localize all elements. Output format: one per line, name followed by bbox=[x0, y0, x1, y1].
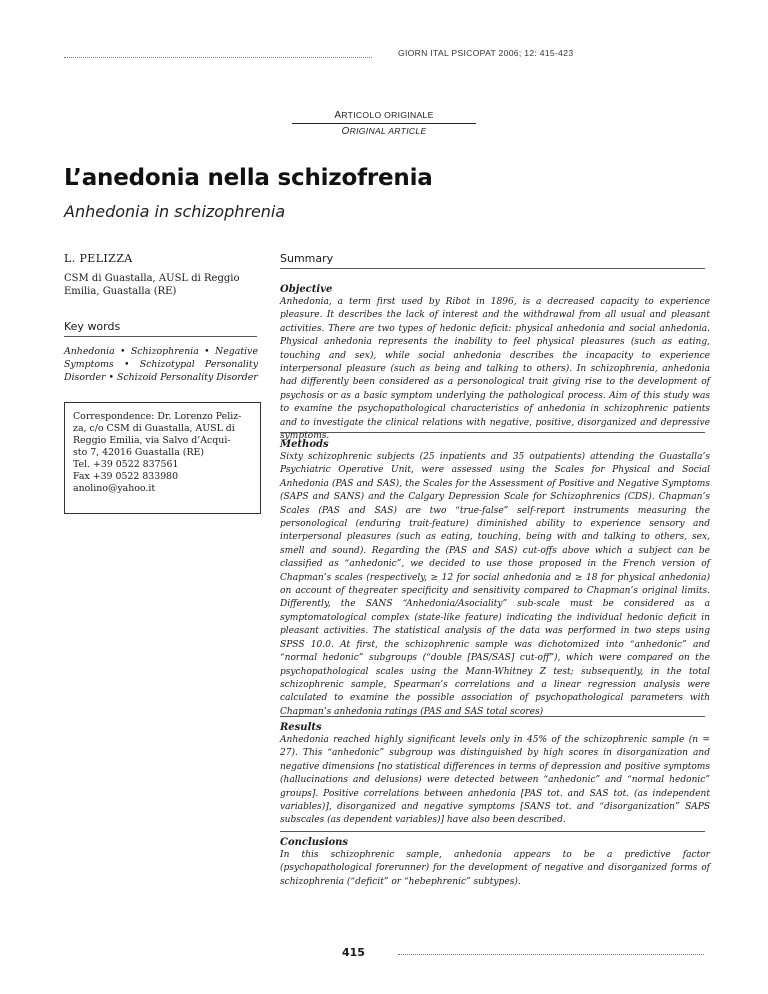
objective-text: Anhedonia, a term first used by Ribot in 1896, is a decreased capacity to experience pleasure. It describes the lack of interest and the withdrawal from all usual and pleasant activities. There are two types of hedonic deficit: physical anhedonia and social anhedonia. Physical anhedonia represents the inability to feel physical pleasures (such as eating, touching and sex), while social anhedonia describes the incapacity to experience interpersonal pleasure (such as being and talking to others). In schizophrenia, anhedonia had differently been considered as a personological trait giving rise to the development of psychosis or as a basic symptom underlying the pathological process. Aim of this study was to examine the psychopathological characteristics of anhedonia in schizophrenic patients and to investigate the clinical relations with negative, positive, disorganized and depressive symptoms. bbox=[280, 297, 710, 442]
results-divider bbox=[280, 831, 705, 832]
objective-divider bbox=[280, 432, 705, 433]
conclusions-text: In this schizophrenic sample, anhedonia appears to be a predictive factor (psychopathological forerunner) for the development of negative and disorganized forms of schizophrenia (“deficit” or “hebephrenic” subtypes). bbox=[280, 850, 710, 887]
methods-divider bbox=[280, 716, 705, 717]
journal-reference: GIORN ITAL PSICOPAT 2006; 12: 415-423 bbox=[398, 48, 574, 58]
correspondence-line: Correspondence: Dr. Lorenzo Peliz- bbox=[73, 411, 242, 422]
footer-dotted-rule bbox=[398, 954, 704, 955]
article-title: L’anedonia nella schizofrenia bbox=[64, 165, 433, 191]
conclusions-heading: Conclusions bbox=[280, 837, 349, 848]
results-heading: Results bbox=[280, 722, 322, 733]
article-subtitle: Anhedonia in schizophrenia bbox=[64, 202, 286, 221]
author-affiliation: CSM di Guastalla, AUSL di Reggio Emilia, Guastalla (RE) bbox=[64, 273, 240, 297]
header-dotted-rule bbox=[64, 57, 372, 58]
article-type-italian: ARTICOLO ORIGINALE bbox=[334, 110, 434, 121]
keywords-text: Anhedonia • Schizophrenia • Negative Symptoms • Schizotypal Personality Disorder • Schizoid Personality Disorder bbox=[64, 346, 258, 383]
article-type-english: ORIGINAL ARTICLE bbox=[341, 126, 427, 137]
keywords-heading: Key words bbox=[64, 320, 121, 333]
results-text: Anhedonia reached highly significant levels only in 45% of the schizophrenic sample (n = 27). This “anhedonic” subgroup was distinguished by high scores in disorganization and negative dimensions [no statistical differences in terms of depression and positive symptoms (hallucinations and delusions) were detected between “anhedonic” and “normal hedonic” groups]. Positive correlations between anhedonia [PAS tot. and SAS tot. (as independent variables)], disorganized and negative symptoms [SANS tot. and “disorganization” SAPS subscales (as dependent variables)] have also been described. bbox=[280, 735, 710, 826]
correspondence-box bbox=[64, 402, 261, 514]
methods-text: Sixty schizophrenic subjects (25 inpatients and 35 outpatients) attending the Guastalla’s Psychiatric Operative Unit, were assessed using the Scales for Physical and Social Anhedonia (PAS and SAS), the Scales for the Assessment of Positive and Negative Symptoms (SAPS and SANS) and the Calgary Depression Scale for Schizophrenics (CDS). Chapman’s Scales (PAS and SAS) are two “true-false” self-report instruments measuring the personological (enduring trait-feature) diminished ability to experience sensory and interpersonal pleasures (such as eating, touching, being with and talking to others, sex, smell and sound). Regarding the (PAS and SAS) cut-offs above which a subject can be classified as “anhedonic”, we decided to use those proposed in the French version of Chapman’s scales (respectively, ≥ 12 for social anhedonia and ≥ 18 for physical anhedonia) on account of thegreater specificity and sensitivity compared to Chapman’s original limits. Differently, the SANS “Anhedonia/Asociality” sub-scale must be considered as a symptomatological complex (state-like feature) indicating the individual hedonic deficit in pleasant activities. The statistical analysis of the data was performed in two steps using SPSS 10.0. At first, the schizophrenic sample was dichotomized into “anhedonic” and “normal hedonic” subgroups (“double [PAS/SAS] cut-off”), which were compared on the psychopathological scales using the Mann-Whitney Z test; subsequently, in the total schizophrenic sample, Spearman’s correlations and a linear regression analysis were calculated to examine the possible association of psychopathological parameters with Chapman’s anhedonia ratings (PAS and SAS total scores) bbox=[280, 452, 710, 717]
methods-heading: Methods bbox=[280, 439, 329, 450]
objective-heading: Objective bbox=[280, 284, 333, 295]
conclusions-section bbox=[280, 837, 710, 889]
page-number: 415 bbox=[342, 946, 365, 959]
article-type-divider bbox=[292, 123, 476, 124]
correspondence-email: anolino@yahoo.it bbox=[73, 483, 156, 494]
correspondence-line: sto 7, 42016 Guastalla (RE) bbox=[73, 447, 204, 458]
results-section bbox=[280, 722, 710, 828]
objective-section bbox=[280, 284, 710, 443]
correspondence-line: za, c/o CSM di Guastalla, AUSL di bbox=[73, 423, 235, 434]
correspondence-phone: Tel. +39 0522 837561 bbox=[73, 459, 179, 470]
correspondence-fax: Fax +39 0522 833980 bbox=[73, 471, 179, 482]
summary-heading: Summary bbox=[280, 252, 334, 265]
author-name: L. PELIZZA bbox=[64, 252, 133, 265]
keywords-divider bbox=[64, 336, 257, 337]
summary-divider bbox=[280, 268, 705, 269]
correspondence-line: Reggio Emilia, via Salvo d’Acqui- bbox=[73, 435, 231, 446]
methods-section bbox=[280, 439, 710, 719]
